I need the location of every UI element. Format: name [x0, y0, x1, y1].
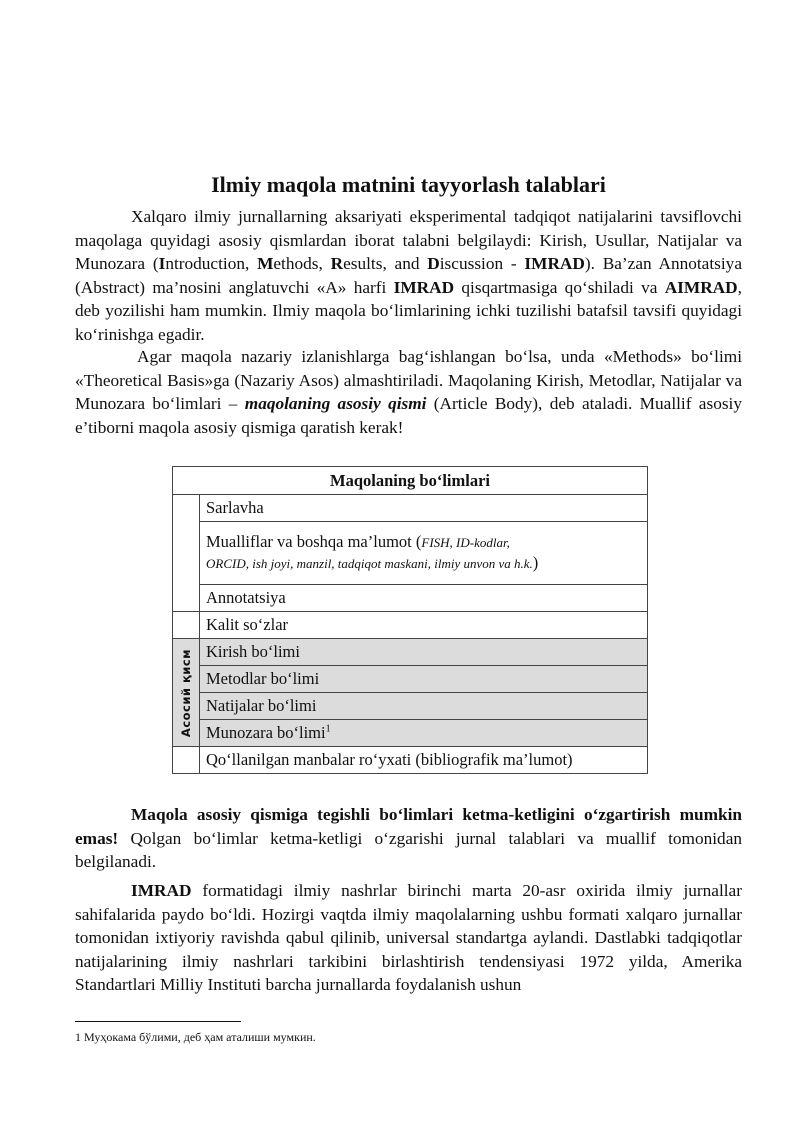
bold-text: R [330, 254, 344, 274]
table-row-abstract: Annotatsiya [200, 585, 648, 612]
text: Agar maqola nazariy izlanishlarga bag‘ishlangan bo‘lsa, unda «Methods» bo‘limi «Theoretical Basis»ga (Nazariy Asos) almashtiriladi. Maqolaning Kirish, Metodlar, Natijalar va Munozara bo‘limlari – [75, 347, 742, 414]
table-row-title: Sarlavha [200, 495, 648, 522]
paragraph-theoretical [75, 345, 742, 439]
text: , deb yozilishi ham mumkin. Ilmiy maqola bo‘limlarining ichki tuzilishi batafsil tavsifi quyidagi ko‘rinishga egadir. [75, 277, 742, 344]
text: Xalqaro ilmiy jurnallarning aksariyati eksperimental tadqiqot natijalarini tavsiflovchi maqolaga quyidagi asosiy qismlardan iborat talabni belgilaydi: Kirish, Usullar, Natijalar va Munozara ( [75, 207, 742, 274]
text: ). Ba’zan Annotatsiya (Abstract) ma’nosini anglatuvchi «A» harfi [75, 254, 742, 297]
bold-text: D [427, 254, 440, 274]
text: (Article Body), deb ataladi. Muallif asosiy e’tiborni maqola asosiy qismiga qaratish kerak! [75, 394, 743, 437]
footnote-ref: 1 [325, 723, 331, 735]
emphasis-text: maqolaning asosiy qismi [244, 394, 427, 414]
page-title: Ilmiy maqola matnini tayyorlash talablari [211, 172, 606, 197]
side-cell-blank [173, 495, 200, 612]
paragraph-order [75, 803, 742, 874]
table-row-discussion [200, 720, 648, 747]
table-row-authors [200, 522, 648, 585]
side-cell-blank [173, 747, 200, 774]
bold-text: IMRAD [131, 881, 192, 900]
table-row-results: Natijalar bo‘limi [200, 693, 648, 720]
text: Qolgan bo‘limlar ketma-ketligi o‘zgarishi jurnal talablari va muallif tomonidan belgilanadi. [75, 828, 742, 872]
paragraph-intro [75, 205, 742, 347]
text: ntroduction, [165, 254, 258, 274]
paragraph-imrad-history [75, 879, 742, 997]
footnote [75, 1030, 316, 1045]
bold-text: IMRAD [393, 277, 455, 297]
text: formatidagi ilmiy nashrlar birinchi marta 20-asr oxirida ilmiy jurnallar sahifalarida paydo bo‘ldi. Hozirgi vaqtda ilmiy maqolalarning ushbu formati xalqaro jurnallar tomonidan ixtiyoriy ravishda qabul qilinib, universal standartga aylandi. Dastlabki tadqiqotlar natijalarining ilmiy nashrlari tarkibini birlashtirish tendensiyasi 1972 yilda, Amerika Standartlari Milliy Instituti barcha jurnallarda foydalanish ushun [75, 881, 742, 995]
bold-text: I [158, 254, 166, 274]
sections-table [172, 466, 648, 774]
text: esults, and [343, 254, 428, 274]
text: qisqartmasiga qo‘shiladi va [454, 277, 665, 297]
main-part-label: Асосий қисм [179, 648, 193, 737]
bold-text: M [257, 254, 274, 274]
bold-text: IMRAD [524, 254, 585, 274]
footnote-text: Муҳокама бўлими, деб ҳам аталиши мумкин. [81, 1030, 316, 1044]
table-row-methods: Metodlar bo‘limi [200, 666, 648, 693]
side-cell-blank [173, 612, 200, 639]
table-header: Maqolaning bo‘limlari [173, 467, 648, 495]
text: Mualliflar va boshqa ma’lumot ( [206, 532, 422, 551]
text: Munozara bo‘limi [206, 723, 326, 742]
bold-text: AIMRAD [664, 277, 738, 297]
bold-text: Maqola asosiy qismiga tegishli bo‘limlari ketma-ketligini o‘zgartirish mumkin emas! [75, 805, 742, 848]
side-cell-main-part [173, 639, 200, 747]
text: iscussion - [439, 254, 525, 274]
text: ) [532, 553, 539, 572]
text: FISH, ID-kodlar, [421, 535, 510, 550]
table-row-keywords: Kalit so‘zlar [200, 612, 648, 639]
text: ethods, [273, 254, 331, 274]
footnote-divider [75, 1021, 241, 1022]
table-row-references: Qo‘llanilgan manbalar ro‘yxati (bibliografik ma’lumot) [200, 747, 648, 774]
text: ORCID, ish joyi, manzil, tadqiqot maskani, ilmiy unvon va h.k. [206, 556, 533, 571]
footnote-number: 1 [75, 1030, 81, 1044]
table-row-introduction: Kirish bo‘limi [200, 639, 648, 666]
